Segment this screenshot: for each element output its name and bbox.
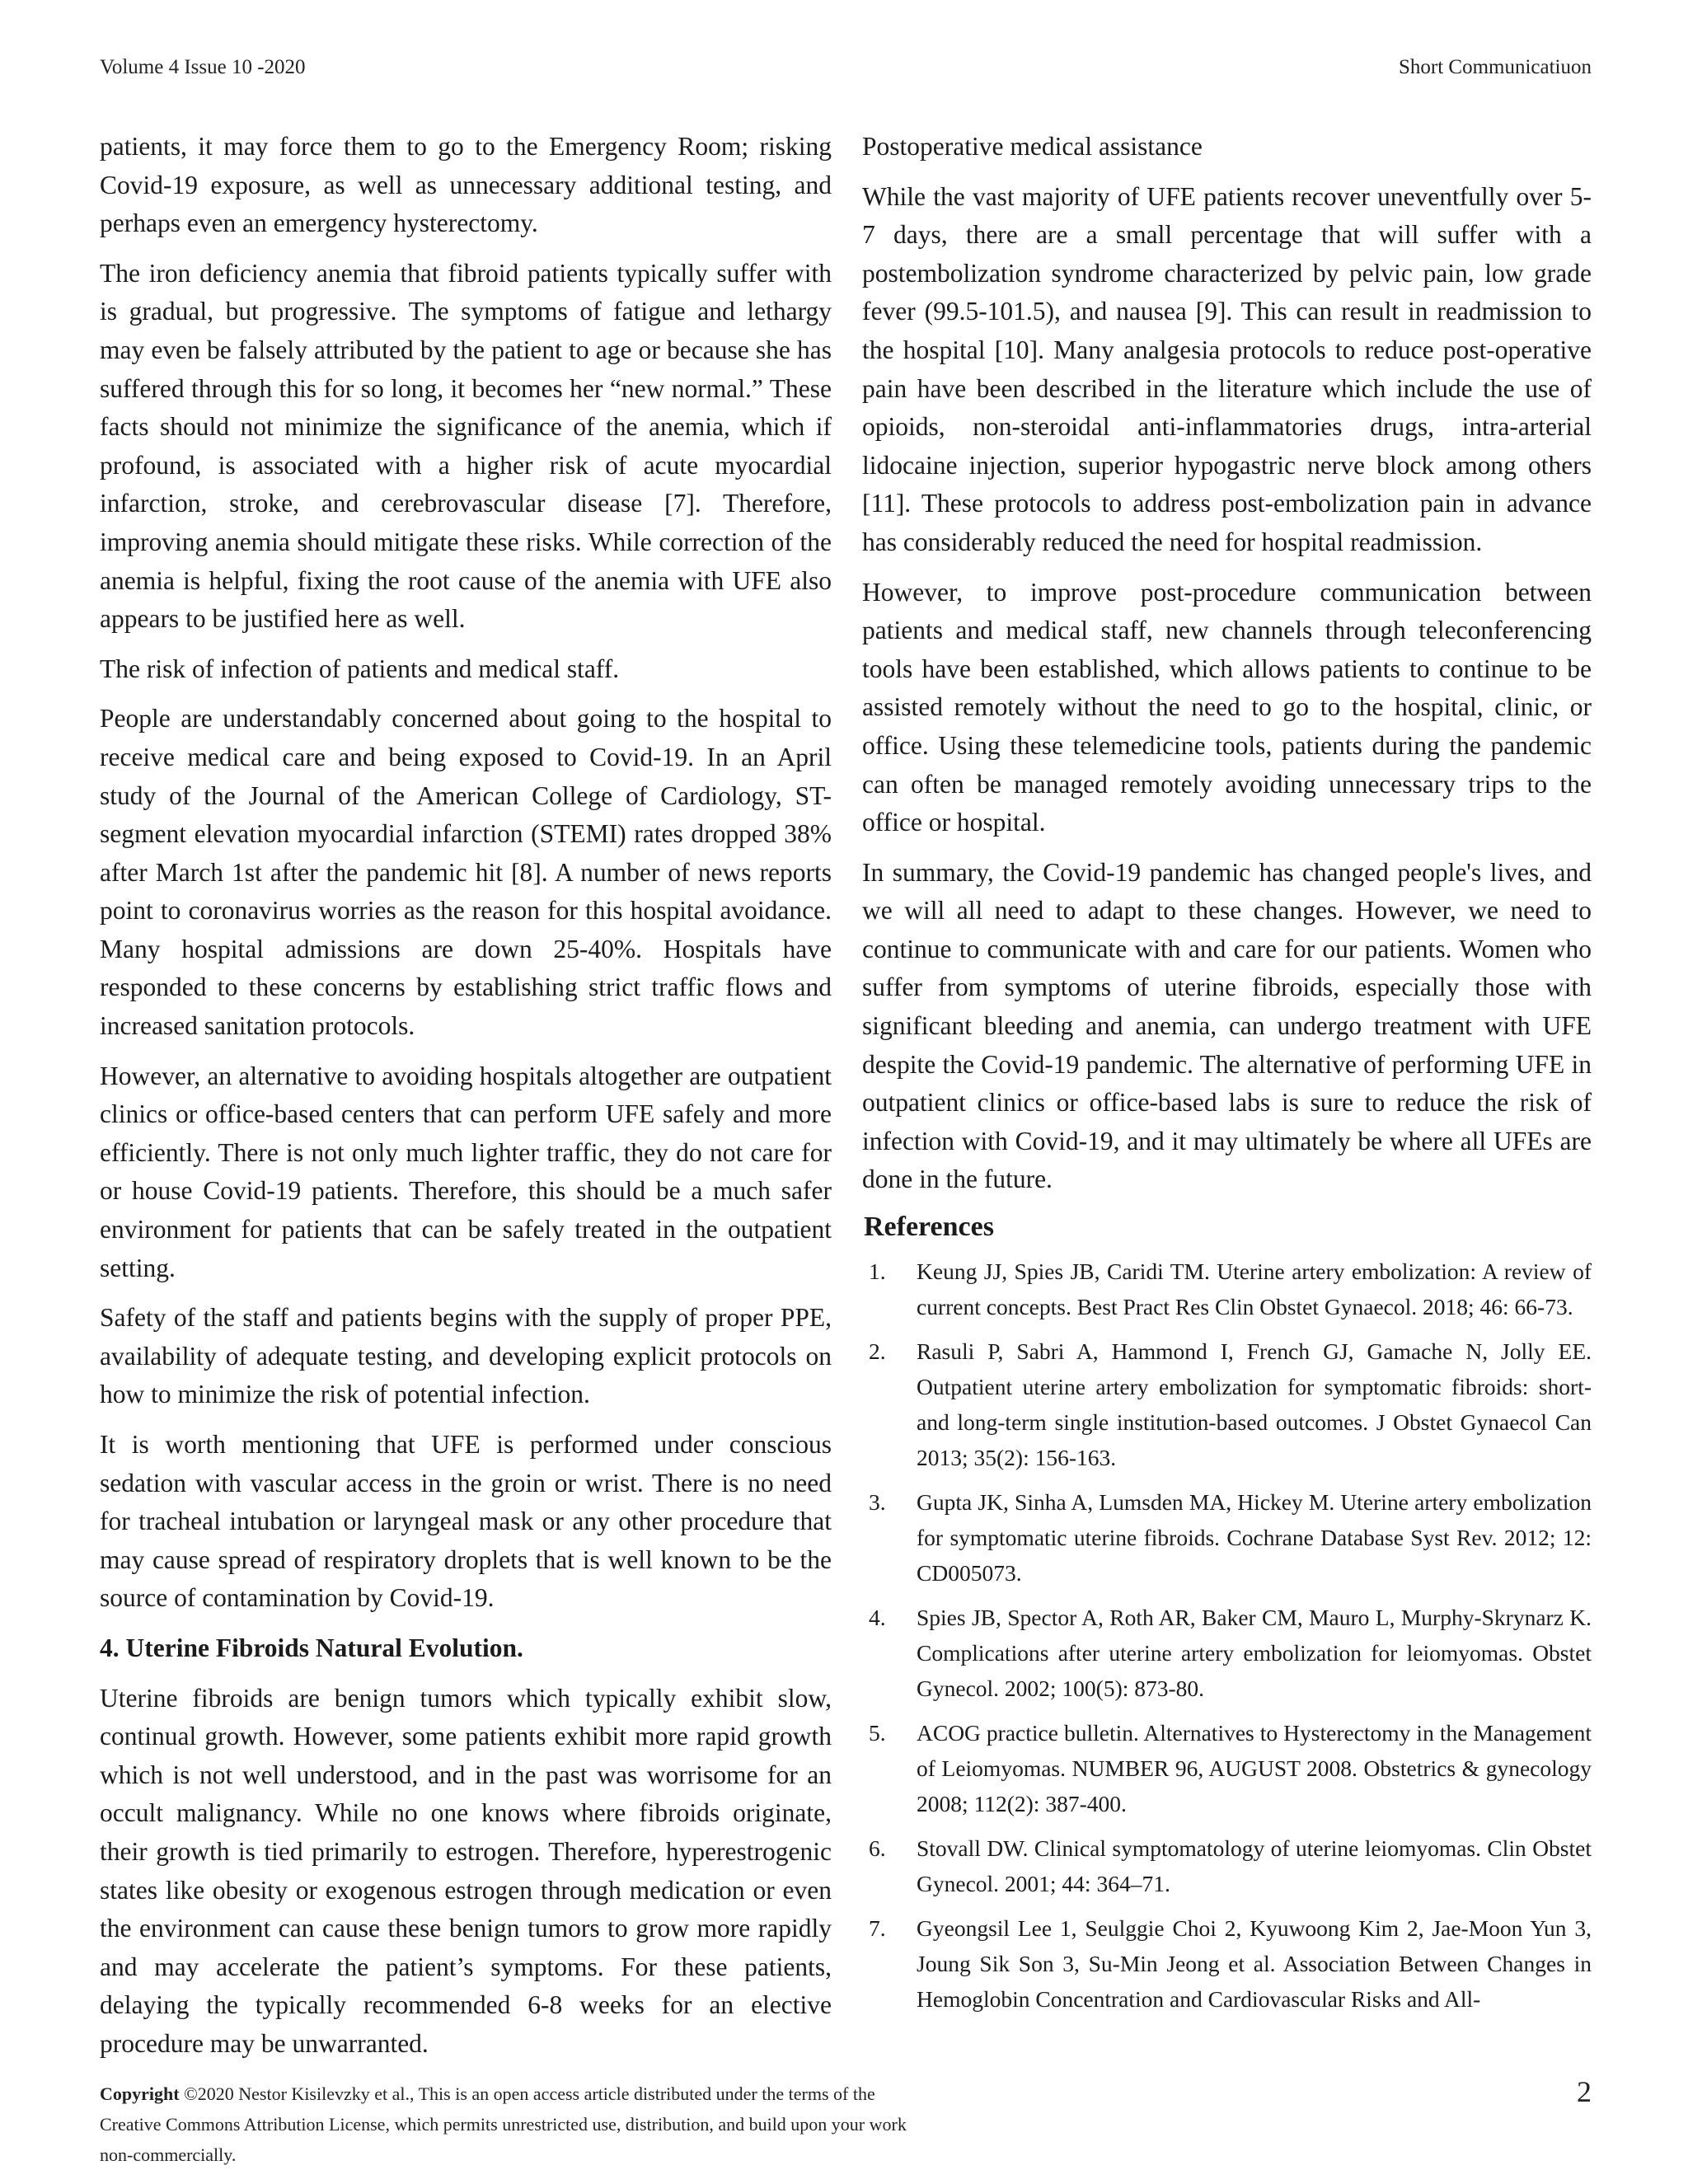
- page-header: [100, 56, 1592, 79]
- reference-number: 4.: [869, 1605, 886, 1631]
- paragraph: People are understandably concerned about going to the hospital to receive medical care and being exposed to Covid-19. In an April study of the Journal of the American College of Cardiology, ST-segment elevation myocardial infarction (STEMI) rates dropped 38% after March 1st after the pandemic hit [8]. A number of news reports point to coronavirus worries as the reason for this hospital avoidance. Many hospital admissions are down 25-40%. Hospitals have responded to these concerns by establishing strict traffic flows and increased sanitation protocols.: [100, 704, 832, 1041]
- section-subheading: Postoperative medical assistance: [862, 132, 1203, 161]
- reference-item: [862, 1600, 1592, 1706]
- reference-number: 3.: [869, 1489, 886, 1516]
- journal-volume: Volume 4 Issue 10 -2020: [100, 56, 306, 78]
- paragraph: It is worth mentioning that UFE is performed under conscious sedation with vascular access in the groin or wrist. There is no need for tracheal intubation or laryngeal mask or any other procedure that may cause spread of respiratory droplets that is well known to be the source of contamination by Covid-19.: [100, 1430, 832, 1613]
- reference-text: Stovall DW. Clinical symptomatology of uterine leiomyomas. Clin Obstet Gynecol. 2001; 44: 364–71.: [917, 1835, 1592, 1897]
- reference-number: 1.: [869, 1258, 886, 1285]
- left-column: [100, 128, 832, 2075]
- paragraph: The iron deficiency anemia that fibroid patients typically suffer with is gradual, but progressive. The symptoms of fatigue and lethargy may even be falsely attributed by the patient to age or because she has suffered through this for so long, it becomes her “new normal.” These facts should not minimize the significance of the anemia, which if profound, is associated with a higher risk of acute myocardial infarction, stroke, and cerebrovascular disease [7]. Therefore, improving anemia should mitigate these risks. While correction of the anemia is helpful, fixing the root cause of the anemia with UFE also appears to be justified here as well.: [100, 258, 832, 634]
- reference-number: 6.: [869, 1835, 886, 1862]
- paragraph: Safety of the staff and patients begins with the supply of proper PPE, availability of adequate testing, and developing explicit protocols on how to minimize the risk of potential infection.: [100, 1303, 832, 1409]
- paragraph: However, an alternative to avoiding hospitals altogether are outpatient clinics or office-based centers that can perform UFE safely and more efficiently. There is not only much lighter traffic, they do not care for or house Covid-19 patients. Therefore, this should be a much safer environment for patients that can be safely treated in the outpatient setting.: [100, 1061, 832, 1282]
- reference-number: 7.: [869, 1915, 886, 1942]
- paragraph: However, to improve post-procedure communication between patients and medical staff, new channels through teleconferencing tools have been established, which allows patients to continue to be assisted remotely without the need to go to the hospital, clinic, or office. Using these telemedicine tools, patients during the pandemic can often be managed remotely avoiding unnecessary trips to the office or hospital.: [862, 577, 1592, 837]
- page-number: 2: [1577, 2075, 1592, 2108]
- reference-item: [862, 1715, 1592, 1821]
- section-subheading: The risk of infection of patients and medical staff.: [100, 654, 620, 683]
- reference-text: Gyeongsil Lee 1, Seulggie Choi 2, Kyuwoong Kim 2, Jae-Moon Yun 3, Joung Sik Son 3, Su-Min Jeong et al. Association Between Changes in Hemoglobin Concentration and Cardiovascular Risks and All-: [917, 1915, 1592, 2013]
- reference-number: 2.: [869, 1338, 886, 1365]
- reference-item: [862, 1254, 1592, 1324]
- section-heading: 4. Uterine Fibroids Natural Evolution.: [100, 1633, 523, 1662]
- reference-item: [862, 1830, 1592, 1901]
- references-heading: References: [864, 1212, 994, 1243]
- reference-text: Rasuli P, Sabri A, Hammond I, French GJ, Gamache N, Jolly EE. Outpatient uterine artery embolization for symptomatic fibroids: short- and long-term single institution-based outcomes. J Obstet Gynaecol Can 2013; 35(2): 156-163.: [917, 1338, 1592, 1471]
- paragraph: While the vast majority of UFE patients recover uneventfully over 5-7 days, there are a small percentage that will suffer with a postembolization syndrome characterized by pelvic pain, low grade fever (99.5-101.5), and nausea [9]. This can result in readmission to the hospital [10]. Many analgesia protocols to reduce post-operative pain have been described in the literature which include the use of opioids, non-steroidal anti-inflammatories drugs, intra-arterial lidocaine injection, superior hypogastric nerve block among others [11]. These protocols to address post-embolization pain in advance has considerably reduced the need for hospital readmission.: [862, 181, 1592, 556]
- copyright-label: Copyright: [100, 2083, 180, 2104]
- paragraph: In summary, the Covid-19 pandemic has changed people's lives, and we will all need to adapt to these changes. However, we need to continue to communicate with and care for our patients. Women who suffer from symptoms of uterine fibroids, especially those with significant bleeding and anemia, can undergo treatment with UFE despite the Covid-19 pandemic. The alternative of performing UFE in outpatient clinics or office-based labs is sure to reduce the risk of infection with Covid-19, and it may ultimately be where all UFEs are done in the future.: [862, 857, 1592, 1194]
- paragraph: patients, it may force them to go to the Emergency Room; risking Covid-19 exposure, as well as unnecessary additional testing, and perhaps even an emergency hysterectomy.: [100, 132, 832, 238]
- references-list: [862, 1254, 1592, 2017]
- reference-text: ACOG practice bulletin. Alternatives to Hysterectomy in the Management of Leiomyomas. NUMBER 96, AUGUST 2008. Obstetrics & gynecology 2008; 112(2): 387-400.: [917, 1720, 1592, 1817]
- reference-item: [862, 1910, 1592, 2017]
- reference-item: [862, 1484, 1592, 1591]
- reference-number: 5.: [869, 1720, 886, 1746]
- paragraph: Uterine fibroids are benign tumors which typically exhibit slow, continual growth. However, some patients exhibit more rapid growth which is not well understood, and in the past was worrisome for an occult malignancy. While no one knows where fibroids originate, their growth is tied primarily to estrogen. Therefore, hyperestrogenic states like obesity or exogenous estrogen through medication or even the environment can cause these benign tumors to grow more rapidly and may accelerate the patient’s symptoms. For these patients, delaying the typically recommended 6-8 weeks for an elective procedure may be unwarranted.: [100, 1683, 832, 2058]
- copyright-notice: [100, 2079, 924, 2170]
- right-column: [862, 128, 1592, 2026]
- article-type: Short Communicatiuon: [1398, 56, 1592, 78]
- copyright-text: ©2020 Nestor Kisilevzky et al., This is an open access article distributed under the terms of the Creative Commons Attribution License, which permits unrestricted use, distribution, and build upon your work non-commercially.: [100, 2083, 907, 2165]
- reference-item: [862, 1333, 1592, 1475]
- reference-text: Gupta JK, Sinha A, Lumsden MA, Hickey M. Uterine artery embolization for symptomatic uterine fibroids. Cochrane Database Syst Rev. 2012; 12: CD005073.: [917, 1489, 1592, 1586]
- reference-text: Keung JJ, Spies JB, Caridi TM. Uterine artery embolization: A review of current concepts. Best Pract Res Clin Obstet Gynaecol. 2018; 46: 66-73.: [917, 1258, 1592, 1320]
- reference-text: Spies JB, Spector A, Roth AR, Baker CM, Mauro L, Murphy-Skrynarz K. Complications after uterine artery embolization for leiomyomas. Obstet Gynecol. 2002; 100(5): 873-80.: [917, 1605, 1592, 1702]
